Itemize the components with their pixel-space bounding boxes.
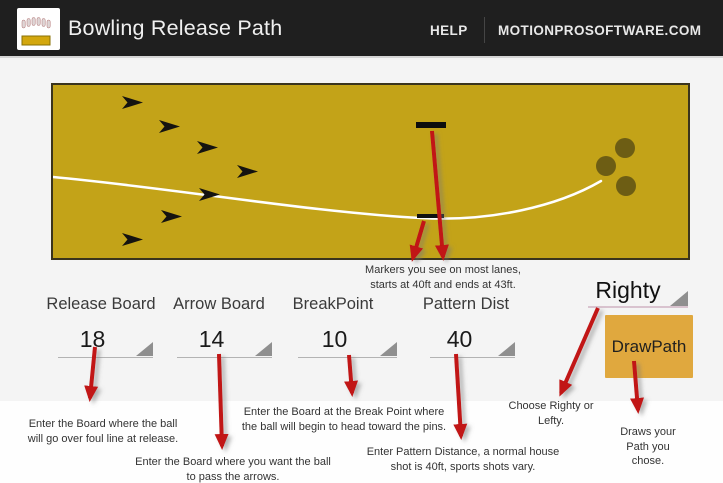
spinner-handle-icon	[380, 342, 397, 356]
spinner-handle-icon	[670, 291, 688, 306]
breakpoint-spinner[interactable]	[298, 324, 397, 358]
spinner-handle-icon	[255, 342, 272, 356]
mini-pins-icon	[22, 18, 50, 29]
lane-graphic	[53, 85, 688, 258]
spinner-handle-icon	[136, 342, 153, 356]
release-board-value: 18	[79, 326, 106, 352]
arrow-board-value: 14	[198, 326, 225, 352]
pattern-dist-value: 40	[446, 326, 473, 352]
hand-spinner[interactable]	[588, 276, 688, 308]
breakpoint-label: BreakPoint	[292, 295, 374, 313]
arrow-board-label: Arrow Board	[173, 295, 265, 313]
arrow-board-spinner[interactable]	[177, 324, 272, 358]
range-marker-40ft	[417, 214, 444, 218]
help-link[interactable]: HELP	[430, 23, 468, 38]
header	[0, 0, 723, 58]
markers-note: Markers you see on most lanes, starts at 40ft and ends at 43ft.	[365, 264, 521, 291]
mini-lane-icon	[22, 36, 50, 45]
app-icon	[17, 8, 60, 50]
pin-dots	[596, 138, 636, 196]
breakpoint-value: 10	[321, 326, 348, 352]
app-icon-graphic	[17, 8, 60, 50]
ball-path	[53, 177, 601, 219]
hand-note: Choose Righty or Lefty.	[508, 400, 594, 427]
lane-arrows-icon	[122, 96, 258, 246]
pattern-dist-label: Pattern Dist	[422, 295, 510, 313]
breakpoint-note: Enter the Board at the Break Point where the ball will begin to head toward the pins.	[241, 406, 447, 433]
pattern-dist-note: Enter Pattern Distance, a normal house shot is 40ft, sports shots vary.	[366, 446, 560, 473]
spinner-handle-icon	[498, 342, 515, 356]
arrow-board-note: Enter the Board where you want the ball to pass the arrows.	[135, 456, 331, 483]
hand-spinner-value: Righty	[595, 277, 661, 303]
release-board-spinner[interactable]	[58, 324, 153, 358]
draw-path-note: Draws your Path you chose.	[620, 426, 676, 467]
page-title: Bowling Release Path	[68, 16, 283, 40]
lane-canvas	[51, 83, 690, 260]
header-divider	[484, 17, 485, 43]
range-marker-43ft	[416, 122, 446, 128]
pattern-dist-spinner[interactable]	[430, 324, 515, 358]
release-board-note: Enter the Board where the ball will go over foul line at release.	[27, 418, 179, 445]
release-board-label: Release Board	[46, 295, 156, 313]
site-link[interactable]: MOTIONPROSOFTWARE.COM	[498, 23, 702, 38]
draw-path-button[interactable]: DrawPath	[605, 315, 693, 378]
